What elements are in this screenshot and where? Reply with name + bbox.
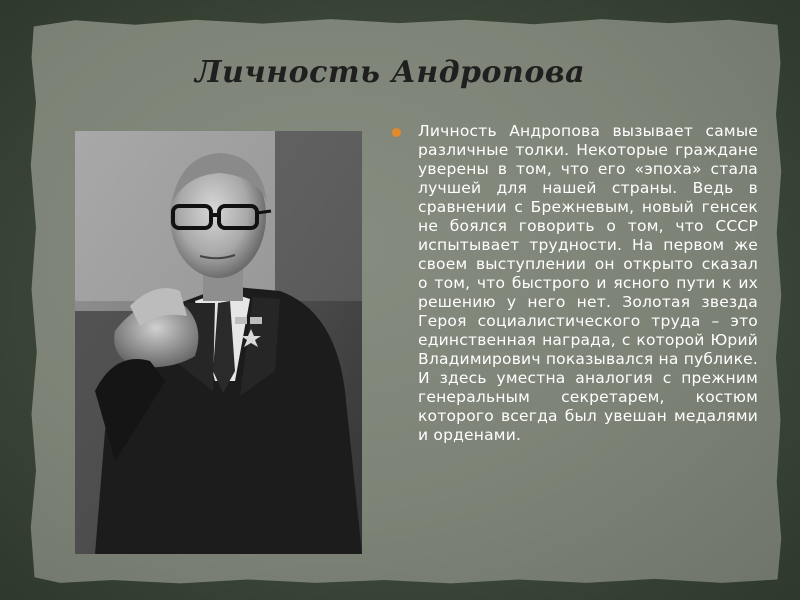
bullet-icon <box>392 128 401 137</box>
body-paragraph: Личность Андропова вызывает самые различные толки. Некоторые граждане уверены в том, что его «эпоха» стала лучшей для нашей страны. Ведь в сравнении с Брежневым, новый генсек не боялся говорить о том, что СССР испытывает трудности. На первом же своем выступлении он открыто сказал о том, что быстрого и ясного пути к их решению у него нет. Золотая звезда Героя социалистического труда – это единственная награда, с которой Юрий Владимирович показывался на публике. И здесь уместна аналогия с прежним генеральным секретарем, костюм которого всегда был увешан медалями и орденами. <box>418 122 758 444</box>
portrait-photo <box>75 131 362 554</box>
slide-title: Личность Андропова <box>194 55 586 90</box>
text-block <box>392 122 758 445</box>
